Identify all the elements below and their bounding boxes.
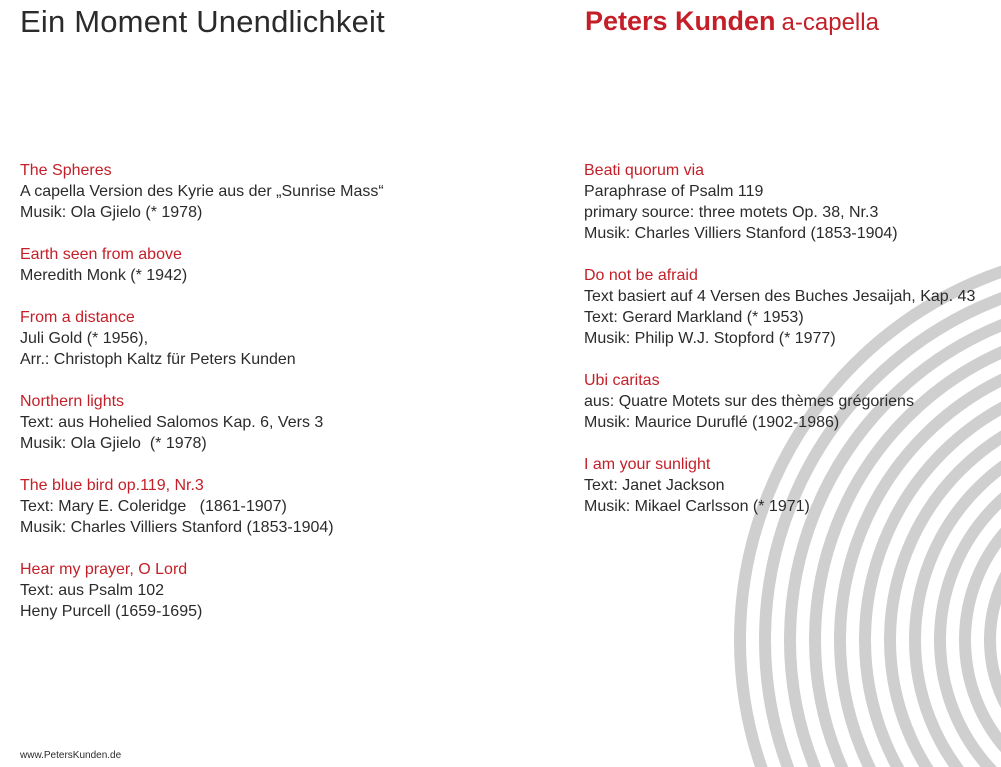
- ensemble-name: Peters Kunden: [585, 6, 776, 36]
- piece-detail: Paraphrase of Psalm 119: [584, 183, 764, 200]
- program-right-column: [584, 160, 994, 538]
- piece-detail: Heny Purcell (1659-1695): [20, 603, 203, 620]
- piece-detail: Text: Mary E. Coleridge (1861-1907): [20, 498, 287, 515]
- piece-detail: Musik: Charles Villiers Stanford (1853-1904): [20, 519, 334, 536]
- ring-stroke: [990, 500, 1001, 767]
- program-item: [20, 160, 560, 223]
- piece-detail: Musik: Charles Villiers Stanford (1853-1904): [584, 225, 898, 242]
- program-item: [20, 475, 560, 538]
- program-item: [20, 244, 560, 286]
- program-item: [20, 559, 560, 622]
- piece-title: The blue bird op.119, Nr.3: [20, 477, 204, 494]
- piece-title: Do not be afraid: [584, 267, 698, 284]
- ensemble-heading: [585, 6, 879, 37]
- footer-website-url: www.PetersKunden.de: [20, 750, 122, 761]
- piece-detail: Musik: Maurice Duruflé (1902-1986): [584, 414, 840, 431]
- piece-detail: Text: aus Hohelied Salomos Kap. 6, Vers 3: [20, 414, 324, 431]
- piece-title: Hear my prayer, O Lord: [20, 561, 188, 578]
- piece-title: Northern lights: [20, 393, 125, 410]
- program-left-column: [20, 160, 560, 643]
- piece-detail: aus: Quatre Motets sur des thèmes grégoriens: [584, 393, 914, 410]
- piece-title: Earth seen from above: [20, 246, 182, 263]
- piece-title: From a distance: [20, 309, 135, 326]
- piece-detail: Musik: Ola Gjielo (* 1978): [20, 435, 207, 452]
- piece-detail: primary source: three motets Op. 38, Nr.3: [584, 204, 879, 221]
- piece-title: Beati quorum via: [584, 162, 705, 179]
- ensemble-subtitle: a-capella: [781, 9, 879, 36]
- piece-detail: Musik: Mikael Carlsson (* 1971): [584, 498, 810, 515]
- piece-title: I am your sunlight: [584, 456, 711, 473]
- piece-title: The Spheres: [20, 162, 112, 179]
- piece-detail: Musik: Philip W.J. Stopford (* 1977): [584, 330, 836, 347]
- piece-detail: Text basiert auf 4 Versen des Buches Jesaijah, Kap. 43: [584, 288, 976, 305]
- piece-detail: Juli Gold (* 1956),: [20, 330, 149, 347]
- piece-detail: Meredith Monk (* 1942): [20, 267, 188, 284]
- program-item: [584, 160, 994, 244]
- piece-detail: Text: Janet Jackson: [584, 477, 725, 494]
- piece-detail: Text: Gerard Markland (* 1953): [584, 309, 804, 326]
- program-item: [584, 370, 994, 433]
- piece-detail: Text: aus Psalm 102: [20, 582, 165, 599]
- program-item: [20, 391, 560, 454]
- piece-detail: Musik: Ola Gjielo (* 1978): [20, 204, 203, 221]
- program-item: [584, 454, 994, 517]
- piece-title: Ubi caritas: [584, 372, 660, 389]
- piece-detail: A capella Version des Kyrie aus der „Sunrise Mass“: [20, 183, 384, 200]
- page-title: Ein Moment Unendlichkeit: [20, 4, 385, 39]
- program-item: [584, 265, 994, 349]
- program-item: [20, 307, 560, 370]
- piece-detail: Arr.: Christoph Kaltz für Peters Kunden: [20, 351, 296, 368]
